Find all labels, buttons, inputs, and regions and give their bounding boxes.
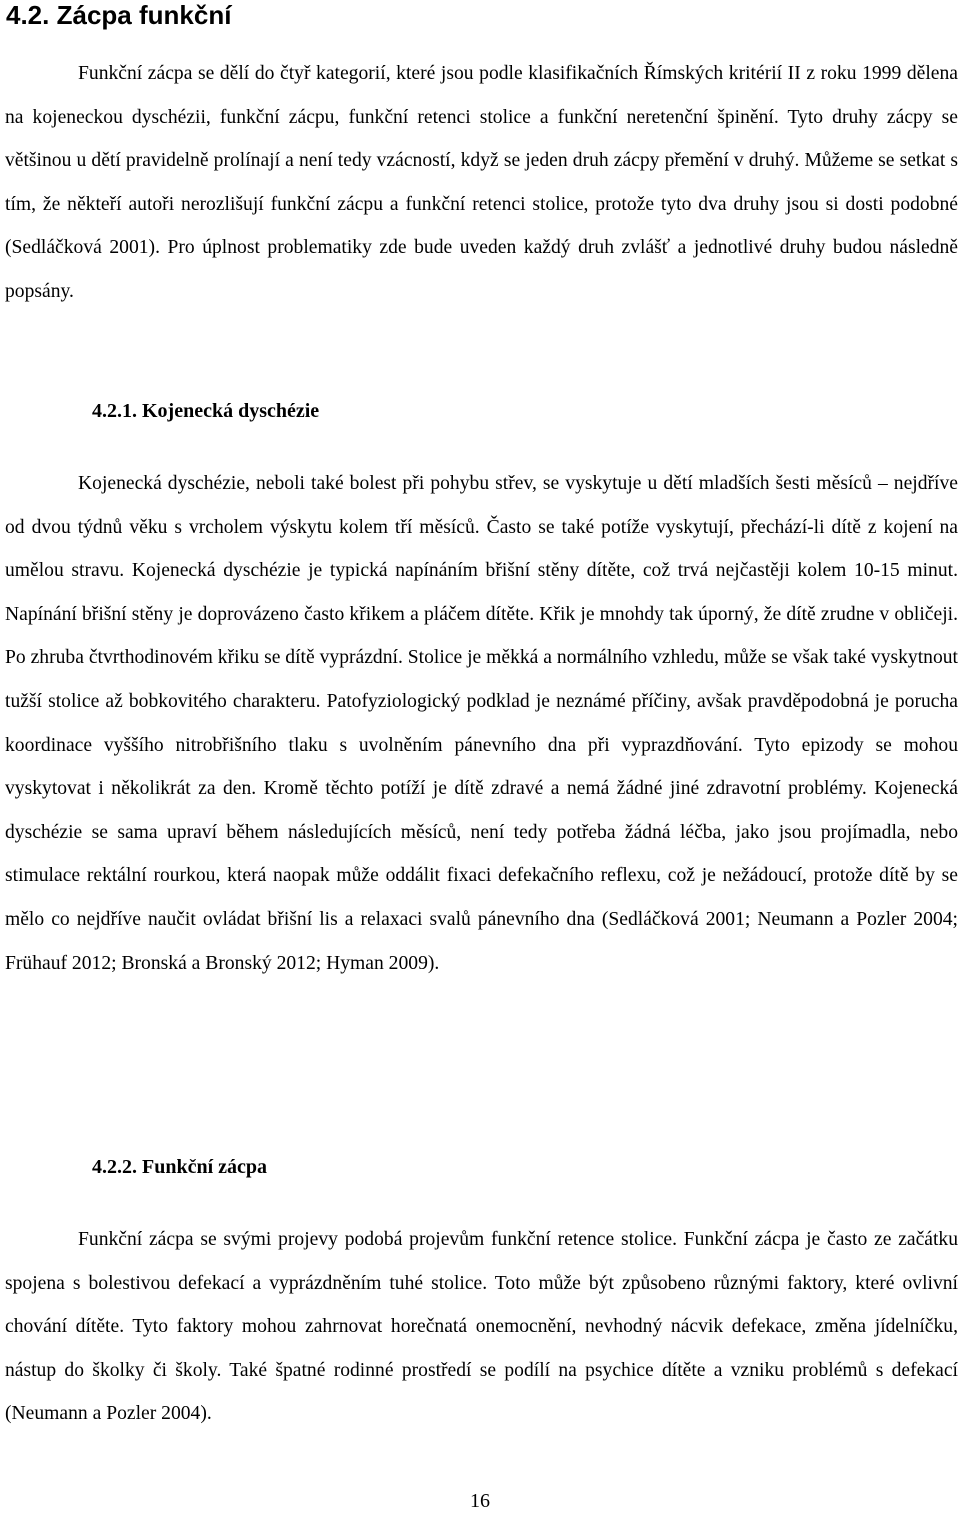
subsection-heading-kojenecka-dyschezie	[92, 396, 319, 426]
section-number: 4.2.	[6, 0, 50, 30]
page-number: 16	[470, 1490, 490, 1512]
section-title: Zácpa funkční	[56, 0, 232, 30]
subsection-title: Kojenecká dyschézie	[142, 400, 320, 422]
section-heading	[6, 0, 231, 32]
subsection-number: 4.2.2.	[92, 1156, 137, 1178]
paragraph-funkcni-zacpa: Funkční zácpa se svými projevy podobá projevům funkční retence stolice. Funkční zácpa je často ze začátku spojena s bolestivou defekací a vyprázdněním tuhé stolice. Toto může být způsobeno různými faktory, které ovlivní chování dítěte. Tyto faktory mohou zahrnovat horečnatá onemocnění, nevhodný nácvik defekace, změna jídelníčku, nástup do školky či školy. Také špatné rodinné prostředí se podílí na psychice dítěte a vzniku problémů s defekací (Neumann a Pozler 2004).	[5, 1229, 958, 1425]
intro-paragraph: Funkční zácpa se dělí do čtyř kategorií, které jsou podle klasifikačních Římských kritérií II z roku 1999 dělena na kojeneckou dyschézii, funkční zácpu, funkční retenci stolice a funkční neretenční špinění. Tyto druhy zácpy se většinou u dětí pravidelně prolínají a není tedy vzácností, když se jeden druh zácpy přemění v druhý. Můžeme se setkat s tím, že někteří autoři nerozlišují funkční zácpu a funkční retenci stolice, protože tyto dva druhy jsou si dosti podobné (Sedláčková 2001). Pro úplnost problematiky zde bude uveden každý druh zvlášť a jednotlivé druhy budou následně popsány.	[5, 63, 958, 302]
paragraph-kojenecka-dyschezie: Kojenecká dyschézie, neboli také bolest při pohybu střev, se vyskytuje u dětí mladších šesti měsíců – nejdříve od dvou týdnů věku s vrcholem výskytu kolem tří měsíců. Často se také potíže vyskytují, přechází-li dítě z kojení na umělou stravu. Kojenecká dyschézie je typická napínáním břišní stěny dítěte, což trvá nejčastěji kolem 10-15 minut. Napínání břišní stěny je doprovázeno často křikem a pláčem dítěte. Křik je mnohdy tak úporný, že dítě zrudne v obličeji. Po zhruba čtvrthodinovém křiku se dítě vyprázdní. Stolice je měkká a normálního vzhledu, může se však také vyskytnout tužší stolice až bobkovitého charakteru. Patofyziologický podklad je neznámé příčiny, avšak pravděpodobná je porucha koordinace vyššího nitrobřišního tlaku s uvolněním pánevního dna při vyprazdňování. Tyto epizody se mohou vyskytovat i několikrát za den. Kromě těchto potíží je dítě zdravé a nemá žádné jiné zdravotní problémy. Kojenecká dyschézie se sama upraví během následujících měsíců, není tedy potřeba žádná léčba, jako jsou projímadla, nebo stimulace rektální rourkou, která naopak může oddálit fixaci defekačního reflexu, což je nežádoucí, protože dítě by se mělo co nejdříve naučit ovládat břišní lis a relaxaci svalů pánevního dna (Sedláčková 2001; Neumann a Pozler 2004; Frühauf 2012; Bronská a Bronský 2012; Hyman 2009).	[5, 473, 958, 974]
subsection-number: 4.2.1.	[92, 400, 137, 422]
subsection-heading-funkcni-zacpa	[92, 1152, 267, 1182]
subsection-title: Funkční zácpa	[142, 1156, 268, 1178]
